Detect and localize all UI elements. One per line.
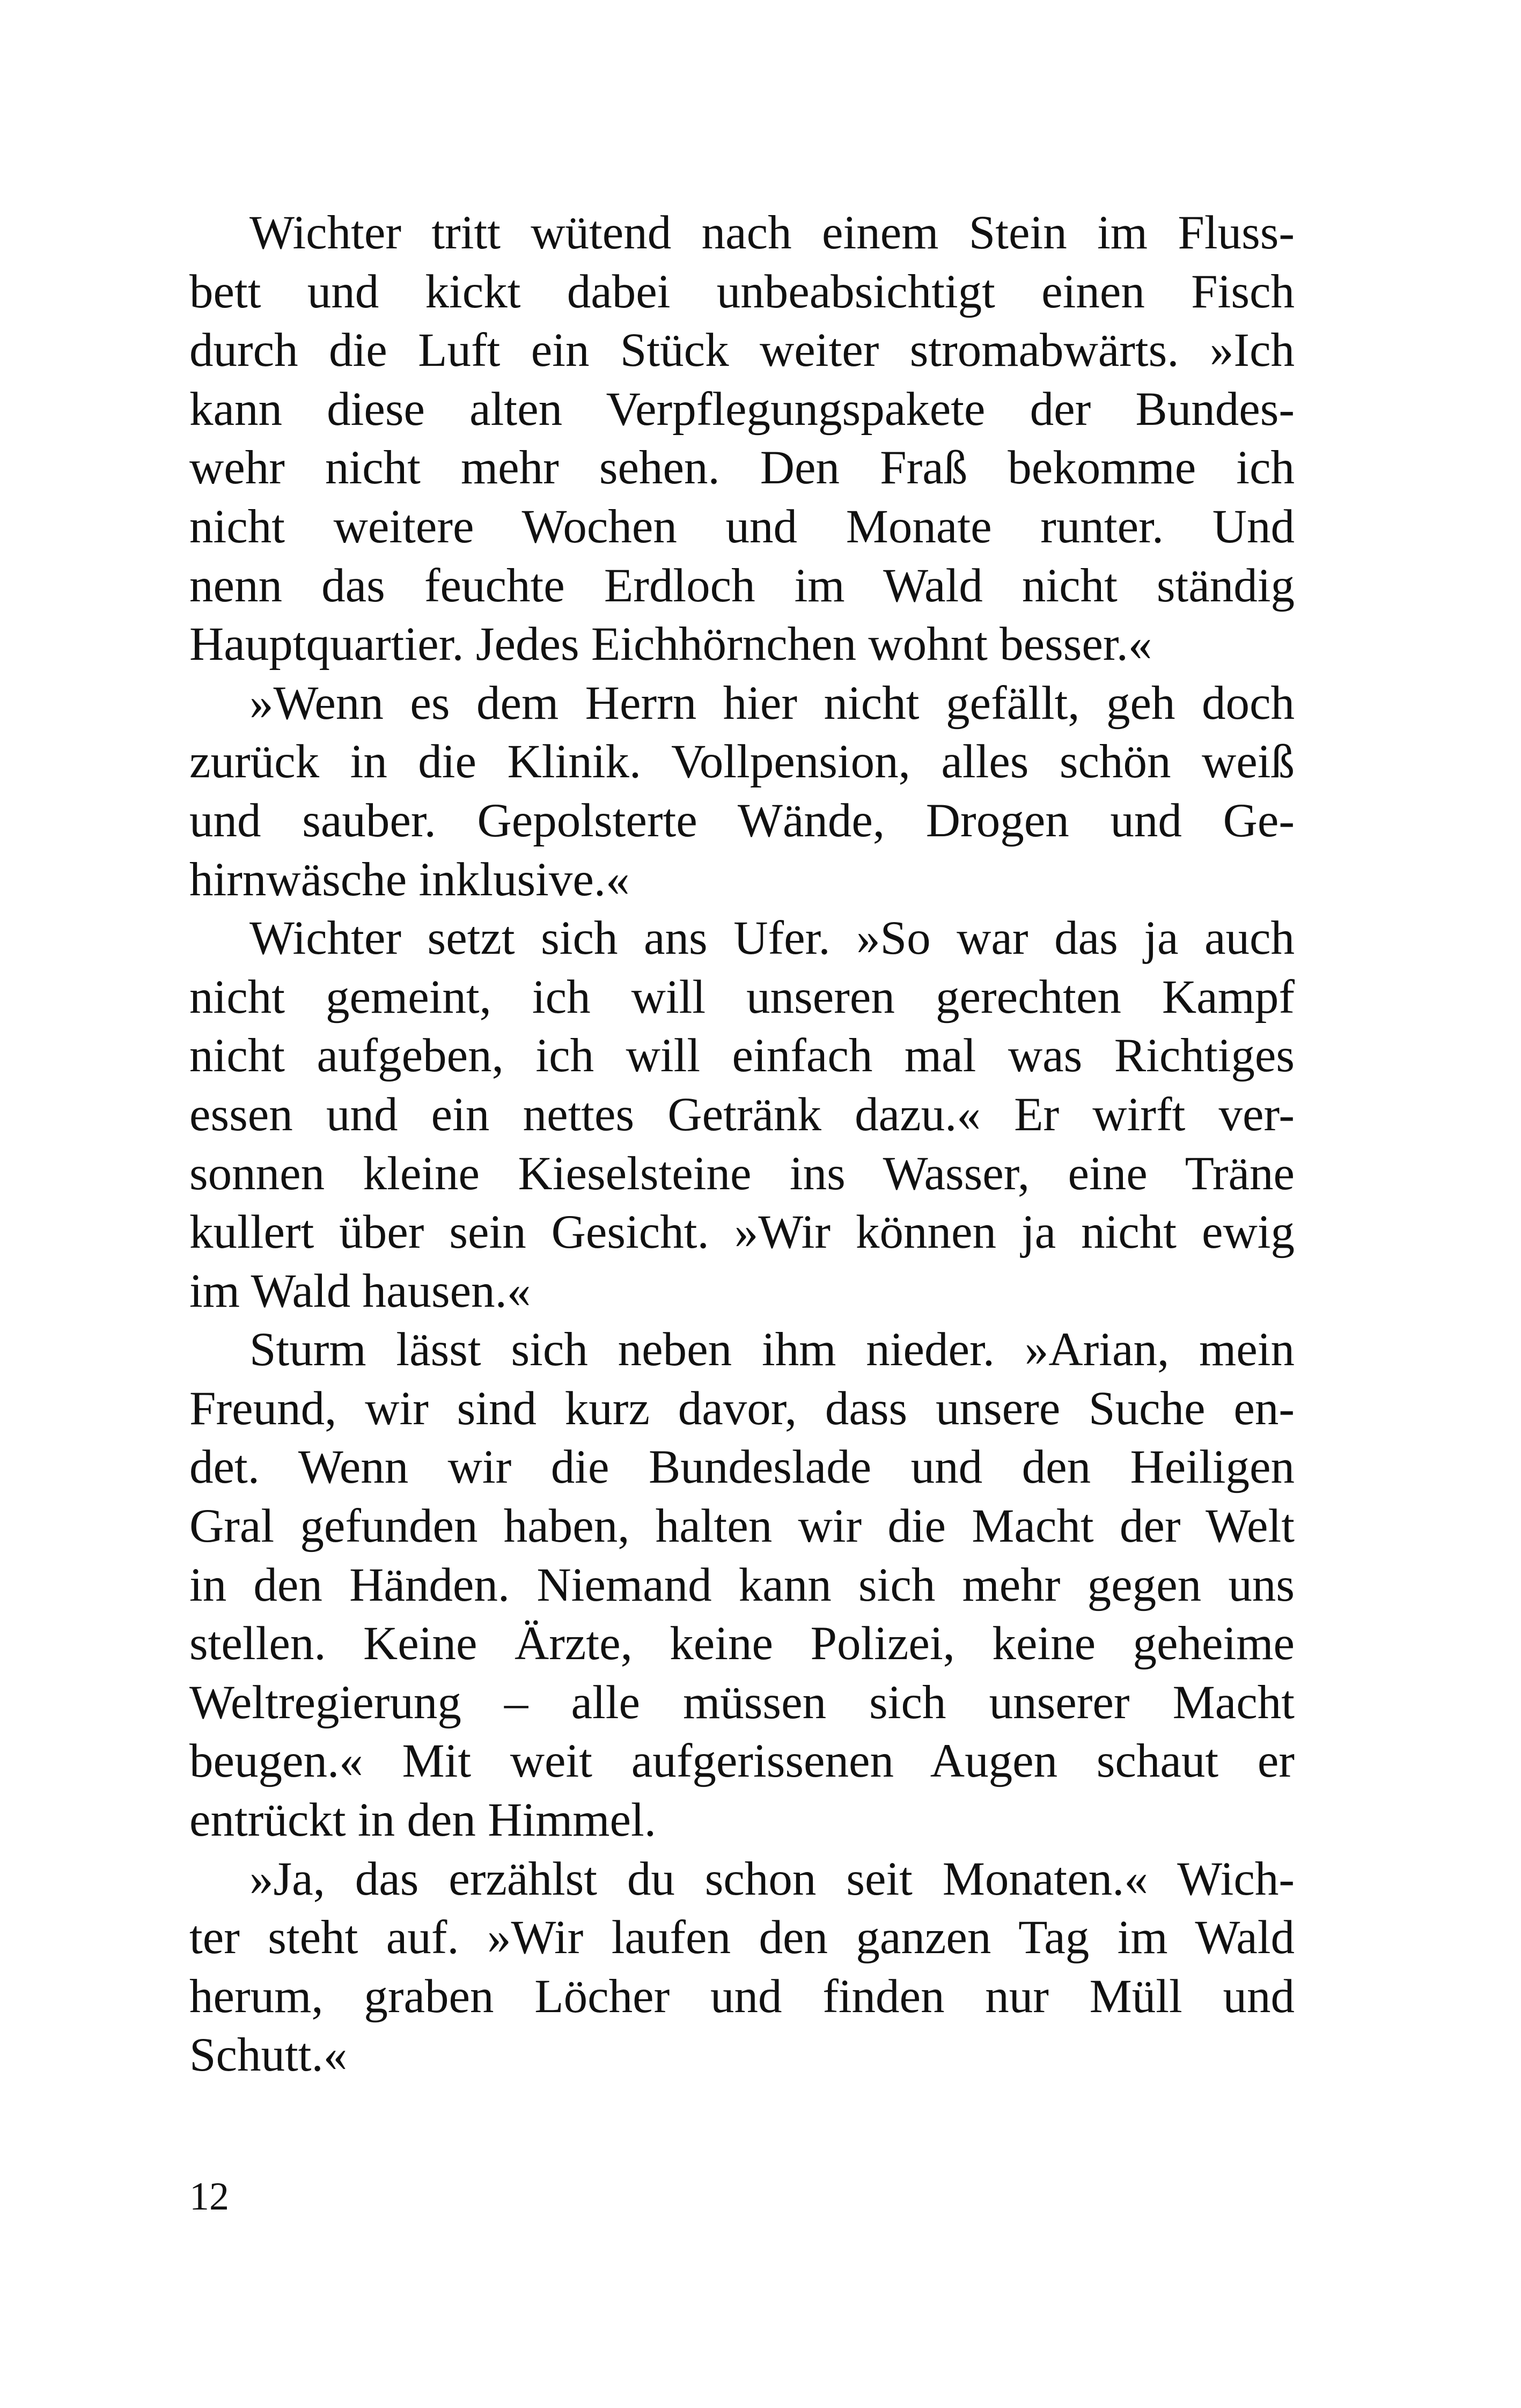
text-line: nenn das feuchte Erdloch im Wald nicht ständig [189,559,1295,612]
text-line: »Wenn es dem Herrn hier nicht gefällt, geh doch [249,676,1295,730]
text-line: sonnen kleine Kieselsteine ins Wasser, eine Träne [189,1147,1295,1200]
text-line: Gral gefunden haben, halten wir die Macht der Welt [189,1500,1295,1553]
text-line: det. Wenn wir die Bundeslade und den Heiligen [189,1441,1295,1494]
text-line: entrückt in den Himmel. [189,1794,657,1847]
paragraph [189,1850,1295,2085]
text-line: Sturm lässt sich neben ihm nieder. »Arian, mein [249,1323,1295,1376]
text-line: zurück in die Klinik. Vollpension, alles schön weiß [189,735,1295,789]
text-line: im Wald hausen.« [189,1264,531,1317]
text-line: Weltregierung – alle müssen sich unserer Macht [189,1676,1295,1729]
page-number: 12 [189,2175,229,2219]
paragraph [189,909,1295,1321]
text-line: nicht aufgeben, ich will einfach mal was Richtiges [189,1029,1295,1083]
text-line: und sauber. Gepolsterte Wände, Drogen und Ge- [189,794,1295,847]
text-line: Freund, wir sind kurz davor, dass unsere Suche en- [189,1382,1295,1435]
text-line: herum, graben Löcher und finden nur Müll und [189,1970,1295,2023]
paragraph [189,1321,1295,1850]
text-line: durch die Luft ein Stück weiter stromabwärts. »Ich [189,324,1295,377]
text-line: stellen. Keine Ärzte, keine Polizei, keine geheime [189,1617,1295,1670]
paragraph [189,204,1295,674]
text-line: Wichter setzt sich ans Ufer. »So war das ja auch [249,912,1295,965]
text-line: Schutt.« [189,2029,348,2082]
body-text [189,204,1295,2085]
text-line: nicht weitere Wochen und Monate runter. Und [189,500,1295,553]
text-line: Wichter tritt wütend nach einem Stein im Fluss- [249,207,1295,259]
text-line: essen und ein nettes Getränk dazu.« Er wirft ver- [189,1088,1295,1141]
text-line: »Ja, das erzählst du schon seit Monaten.« Wich- [249,1852,1295,1905]
text-line: ter steht auf. »Wir laufen den ganzen Tag im Wald [189,1911,1295,1964]
text-line: Hauptquartier. Jedes Eichhörnchen wohnt besser.« [189,618,1152,671]
text-line: in den Händen. Niemand kann sich mehr gegen uns [189,1558,1295,1611]
text-line: hirnwäsche inklusive.« [189,853,630,906]
paragraph [189,674,1295,909]
text-line: beugen.« Mit weit aufgerissenen Augen schaut er [189,1735,1295,1788]
text-line: kann diese alten Verpflegungspakete der Bundes- [189,382,1295,436]
text-line: bett und kickt dabei unbeabsichtigt einen Fisch [189,265,1295,318]
text-line: kullert über sein Gesicht. »Wir können ja nicht ewig [189,1206,1295,1259]
text-line: wehr nicht mehr sehen. Den Fraß bekomme ich [189,441,1295,495]
text-line: nicht gemeint, ich will unseren gerechten Kampf [189,970,1295,1023]
